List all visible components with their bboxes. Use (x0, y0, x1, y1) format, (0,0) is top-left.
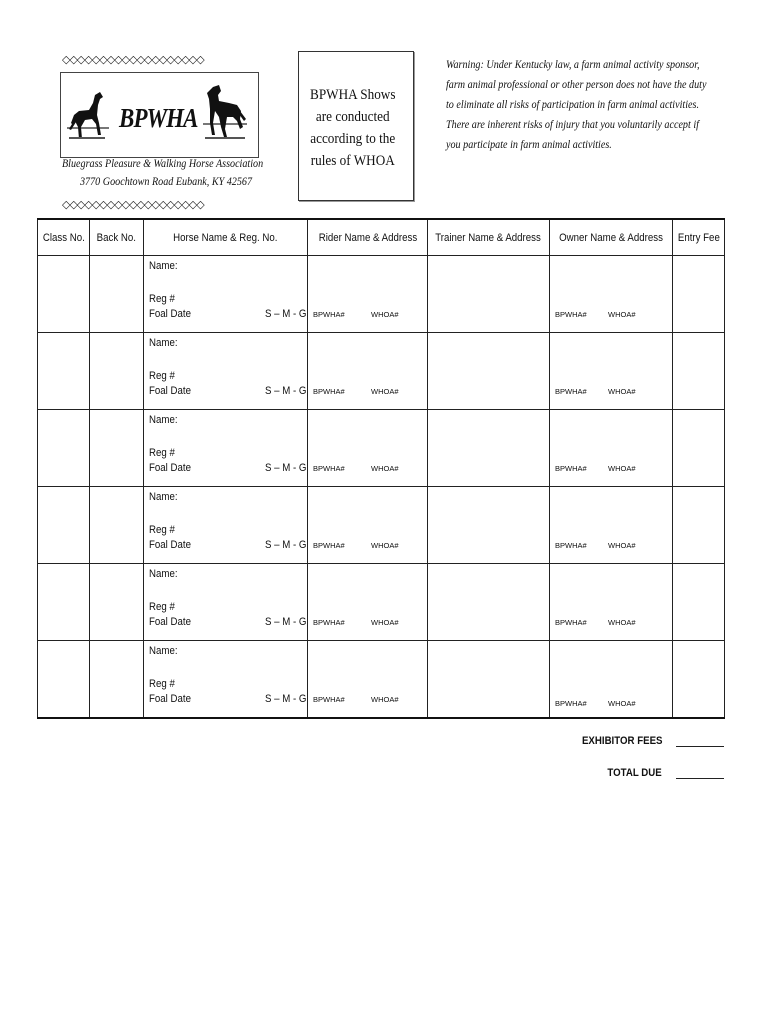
rider-cell[interactable] (308, 487, 428, 564)
rules-box (298, 51, 414, 201)
bpwha-number-label: BPWHA# (555, 464, 587, 473)
rider-cell[interactable] (308, 641, 428, 719)
class-no-cell[interactable] (38, 333, 90, 410)
trainer-cell[interactable] (428, 564, 550, 641)
smg-label: S – M - G (265, 385, 307, 397)
whoa-number-label: WHOA# (608, 464, 636, 473)
top-diamond-border: ◇◇◇◇◇◇◇◇◇◇◇◇◇◇◇◇◇◇◇ (62, 53, 204, 66)
table-row (38, 641, 725, 719)
column-header (550, 219, 673, 256)
owner-cell[interactable] (550, 256, 673, 333)
column-header (428, 219, 550, 256)
table-row (38, 333, 725, 410)
organization-address: 3770 Goochtown Road Eubank, KY 42567 (80, 176, 253, 188)
name-label: Name: (149, 645, 178, 657)
column-header (144, 219, 308, 256)
trainer-cell[interactable] (428, 641, 550, 719)
name-label: Name: (149, 414, 178, 426)
smg-label: S – M - G (265, 462, 307, 474)
bpwha-number-label: BPWHA# (555, 387, 587, 396)
total-due-line (600, 766, 724, 779)
horse-left-icon (67, 89, 109, 147)
table-row (38, 487, 725, 564)
owner-cell[interactable] (550, 487, 673, 564)
trainer-cell[interactable] (428, 410, 550, 487)
whoa-number-label: WHOA# (371, 541, 399, 550)
horse-cell[interactable] (144, 487, 308, 564)
column-header-label: Owner Name & Address (559, 231, 663, 244)
exhibitor-fees-blank[interactable] (676, 734, 724, 747)
whoa-number-label: WHOA# (608, 699, 636, 708)
horse-cell[interactable] (144, 333, 308, 410)
back-no-cell[interactable] (90, 641, 144, 719)
whoa-number-label: WHOA# (371, 618, 399, 627)
name-label: Name: (149, 568, 178, 580)
column-header-label: Entry Fee (677, 231, 720, 244)
logo-text: BPWHA (119, 103, 198, 133)
column-header (673, 219, 725, 256)
reg-label: Reg # (149, 678, 175, 690)
owner-cell[interactable] (550, 641, 673, 719)
bpwha-number-label: BPWHA# (313, 541, 345, 550)
entry-fee-cell[interactable] (673, 641, 725, 719)
horse-right-icon (203, 83, 247, 145)
liability-warning: Warning: Under Kentucky law, a farm animal activity sponsor, farm animal professional or other person does not have the duty to eliminate all risks of participation in farm animal activities. There are inherent risks of injury that you voluntarily accept if you participate in farm animal activities. (446, 59, 707, 151)
column-header-label: Class No. (42, 231, 85, 244)
trainer-cell[interactable] (428, 333, 550, 410)
whoa-number-label: WHOA# (608, 541, 636, 550)
foal-date-label: Foal Date (149, 462, 191, 474)
foal-date-label: Foal Date (149, 693, 191, 705)
owner-cell[interactable] (550, 410, 673, 487)
rider-cell[interactable] (308, 333, 428, 410)
exhibitor-fees-line (571, 734, 724, 747)
column-header-label: Rider Name & Address (318, 231, 417, 244)
entry-fee-cell[interactable] (673, 487, 725, 564)
class-no-cell[interactable] (38, 487, 90, 564)
name-label: Name: (149, 337, 178, 349)
reg-label: Reg # (149, 370, 175, 382)
back-no-cell[interactable] (90, 333, 144, 410)
back-no-cell[interactable] (90, 410, 144, 487)
back-no-cell[interactable] (90, 487, 144, 564)
horse-cell[interactable] (144, 641, 308, 719)
bpwha-number-label: BPWHA# (555, 699, 587, 708)
column-header (90, 219, 144, 256)
organization-name: Bluegrass Pleasure & Walking Horse Association (62, 158, 264, 170)
column-header-label: Horse Name & Reg. No. (173, 231, 278, 244)
column-header-label: Back No. (96, 231, 137, 244)
rider-cell[interactable] (308, 256, 428, 333)
total-due-blank[interactable] (676, 766, 724, 779)
table-row (38, 256, 725, 333)
class-no-cell[interactable] (38, 410, 90, 487)
smg-label: S – M - G (265, 693, 307, 705)
whoa-number-label: WHOA# (608, 387, 636, 396)
bpwha-number-label: BPWHA# (313, 618, 345, 627)
rider-cell[interactable] (308, 564, 428, 641)
horse-cell[interactable] (144, 256, 308, 333)
trainer-cell[interactable] (428, 256, 550, 333)
bpwha-number-label: BPWHA# (313, 387, 345, 396)
table-row (38, 410, 725, 487)
whoa-number-label: WHOA# (371, 310, 399, 319)
entry-fee-cell[interactable] (673, 256, 725, 333)
foal-date-label: Foal Date (149, 385, 191, 397)
bpwha-number-label: BPWHA# (313, 464, 345, 473)
horse-cell[interactable] (144, 410, 308, 487)
rider-cell[interactable] (308, 410, 428, 487)
entry-fee-cell[interactable] (673, 564, 725, 641)
smg-label: S – M - G (265, 616, 307, 628)
entry-fee-cell[interactable] (673, 333, 725, 410)
class-no-cell[interactable] (38, 564, 90, 641)
back-no-cell[interactable] (90, 564, 144, 641)
foal-date-label: Foal Date (149, 616, 191, 628)
whoa-number-label: WHOA# (371, 695, 399, 704)
bpwha-number-label: BPWHA# (313, 695, 345, 704)
column-header-label: Trainer Name & Address (435, 231, 542, 244)
reg-label: Reg # (149, 293, 175, 305)
entry-fee-cell[interactable] (673, 410, 725, 487)
name-label: Name: (149, 491, 178, 503)
bpwha-number-label: BPWHA# (313, 310, 345, 319)
bpwha-logo (60, 72, 259, 158)
whoa-number-label: WHOA# (371, 387, 399, 396)
back-no-cell[interactable] (90, 256, 144, 333)
column-header (308, 219, 428, 256)
bottom-diamond-border: ◇◇◇◇◇◇◇◇◇◇◇◇◇◇◇◇◇◇◇ (62, 198, 204, 211)
owner-cell[interactable] (550, 564, 673, 641)
smg-label: S – M - G (265, 308, 307, 320)
class-no-cell[interactable] (38, 641, 90, 719)
owner-cell[interactable] (550, 333, 673, 410)
horse-cell[interactable] (144, 564, 308, 641)
whoa-number-label: WHOA# (608, 618, 636, 627)
whoa-number-label: WHOA# (371, 464, 399, 473)
whoa-number-label: WHOA# (608, 310, 636, 319)
trainer-cell[interactable] (428, 487, 550, 564)
smg-label: S – M - G (265, 539, 307, 551)
reg-label: Reg # (149, 447, 175, 459)
table-row (38, 564, 725, 641)
bpwha-number-label: BPWHA# (555, 541, 587, 550)
exhibitor-fees-label: EXHIBITOR FEES (581, 735, 662, 747)
class-no-cell[interactable] (38, 256, 90, 333)
foal-date-label: Foal Date (149, 539, 191, 551)
column-header (38, 219, 90, 256)
rules-text: BPWHA Shows are conducted according to the rules of WHOA (310, 87, 396, 169)
bpwha-number-label: BPWHA# (555, 310, 587, 319)
name-label: Name: (149, 260, 178, 272)
reg-label: Reg # (149, 601, 175, 613)
total-due-label: TOTAL DUE (607, 767, 662, 779)
table-header-row (38, 219, 725, 256)
reg-label: Reg # (149, 524, 175, 536)
bpwha-number-label: BPWHA# (555, 618, 587, 627)
entry-table (37, 218, 725, 719)
foal-date-label: Foal Date (149, 308, 191, 320)
